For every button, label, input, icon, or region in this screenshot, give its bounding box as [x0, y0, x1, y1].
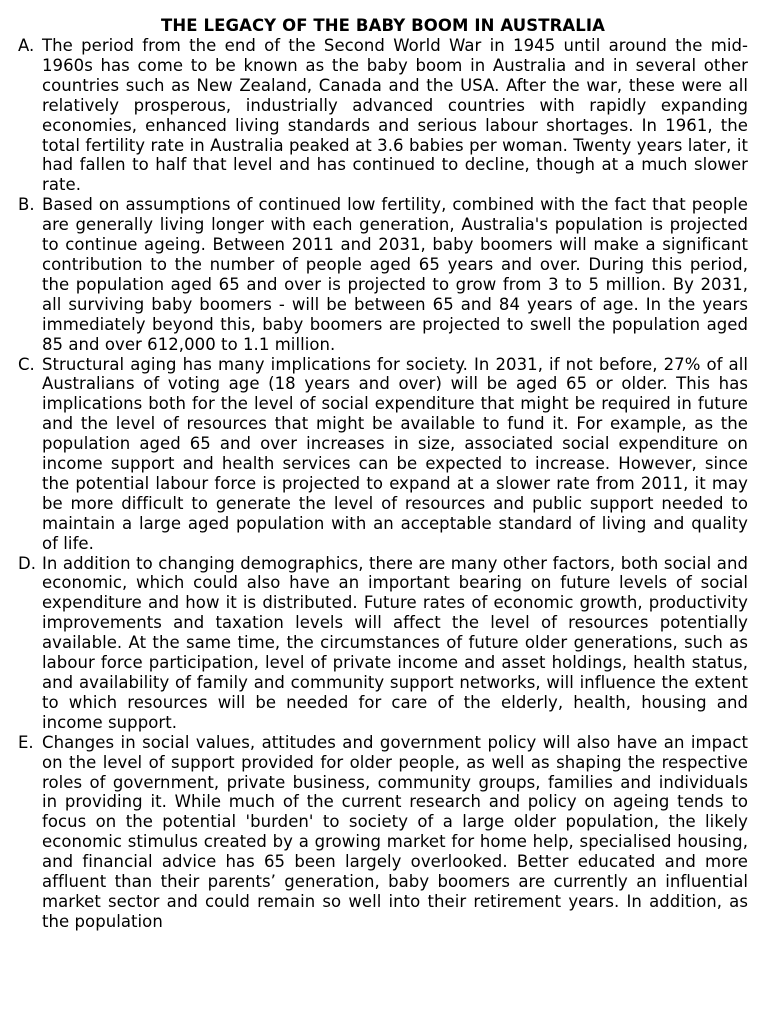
- section-letter: D.: [18, 553, 36, 573]
- section-paragraph: In addition to changing demographics, there are many other factors, both social and economic, which could also have an important bearing on future levels of social expenditure and how it is distributed. Future rates of economic growth, productivity improvements and taxation levels will affect the level of resources potentially available. At the same time, the circumstances of future older generations, such as labour force participation, level of private income and asset holdings, health status, and availability of family and community support networks, will influence the extent to which resources will be needed for care of the elderly, health, housing and income support.: [42, 553, 748, 732]
- section-paragraph: Changes in social values, attitudes and government policy will also have an impact on the level of support provided for older people, as well as shaping the respective roles of government, private business, community groups, families and individuals in providing it. While much of the current research and policy on ageing tends to focus on the potential 'burden' to society of a large older population, the likely economic stimulus created by a growing market for home help, specialised housing, and financial advice has 65 been largely overlooked. Better educated and more affluent than their parents’ generation, baby boomers are currently an influential market sector and could remain so well into their retirement years. In addition, as the population: [42, 732, 748, 931]
- section-c: [18, 355, 748, 554]
- section-paragraph: Structural aging has many implications for society. In 2031, if not before, 27% of all Australians of voting age (18 years and over) will be aged 65 or older. This has implications both for the level of social expenditure that might be required in future and the level of resources that might be available to fund it. For example, as the population aged 65 and over increases in size, associated social expenditure on income support and health services can be expected to increase. However, since the potential labour force is projected to expand at a slower rate from 2011, it may be more difficult to generate the level of resources and public support needed to maintain a large aged population with an acceptable standard of living and quality of life.: [42, 354, 748, 553]
- section-d: [18, 554, 748, 733]
- section-paragraph: Based on assumptions of continued low fertility, combined with the fact that people are generally living longer with each generation, Australia's population is projected to continue ageing. Between 2011 and 2031, baby boomers will make a significant contribution to the number of people aged 65 years and over. During this period, the population aged 65 and over is projected to grow from 3 to 5 million. By 2031, all surviving baby boomers - will be between 65 and 84 years of age. In the years immediately beyond this, baby boomers are projected to swell the population aged 85 and over 612,000 to 1.1 million.: [42, 195, 748, 354]
- section-paragraph: The period from the end of the Second World War in 1945 until around the mid-1960s has come to be known as the baby boom in Australia and in several other countries such as New Zealand, Canada and the USA. After the war, these were all relatively prosperous, industrially advanced countries with rapidly expanding economies, enhanced living standards and serious labour shortages. In 1961, the total fertility rate in Australia peaked at 3.6 babies per woman. Twenty years later, it had fallen to half that level and has continued to decline, though at a much slower rate.: [42, 36, 748, 195]
- section-list: [18, 36, 748, 932]
- section-letter: C.: [18, 354, 35, 374]
- section-a: [18, 36, 748, 195]
- section-e: [18, 733, 748, 932]
- section-letter: E.: [18, 732, 34, 752]
- section-letter: A.: [18, 36, 35, 55]
- document-title: THE LEGACY OF THE BABY BOOM IN AUSTRALIA: [161, 16, 605, 35]
- section-b: [18, 195, 748, 354]
- section-letter: B.: [18, 195, 35, 215]
